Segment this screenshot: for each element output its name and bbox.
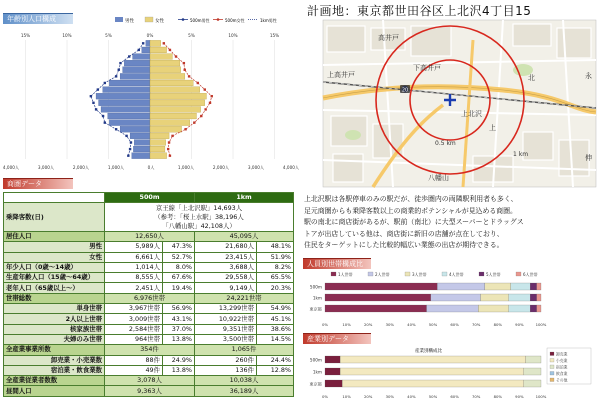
household-category-label: 1km bbox=[312, 295, 322, 301]
top-tick-label: 10% bbox=[62, 33, 72, 38]
pyramid-bar-male bbox=[134, 140, 150, 146]
value-500m: 2,584世帯 bbox=[105, 324, 163, 334]
map-label-kita: 北 bbox=[528, 74, 535, 82]
col-1km-header: 1km bbox=[195, 193, 294, 203]
value-1km: 13,299世帯 bbox=[195, 304, 257, 314]
pyramid-bar-female bbox=[150, 47, 167, 53]
row-label: 女性 bbox=[4, 252, 105, 262]
pyramid-bar-male bbox=[132, 153, 150, 159]
industry-axis-tick: 80% bbox=[493, 394, 503, 399]
household-bar-segment bbox=[537, 283, 541, 290]
household-legend-label: 4人世帯 bbox=[449, 272, 464, 277]
industry-axis-tick: 10% bbox=[342, 394, 351, 399]
household-bar-segment bbox=[537, 305, 541, 312]
legend-label-female: 女性 bbox=[155, 19, 164, 24]
household-category-label: 500m bbox=[309, 284, 322, 290]
household-chart bbox=[303, 269, 597, 331]
household-bar-segment bbox=[537, 294, 541, 301]
pyramid-bar-female bbox=[150, 73, 185, 79]
table-row bbox=[4, 334, 294, 344]
pyramid-bar-male bbox=[146, 40, 150, 46]
value-1km: 29,558人 bbox=[195, 273, 257, 283]
pyramid-bar-male bbox=[130, 133, 150, 139]
household-bar-segment bbox=[478, 305, 508, 312]
pct-1km: 20.3% bbox=[257, 283, 294, 293]
legend-swatch-female bbox=[145, 17, 153, 22]
industry-category-label: 東京都 bbox=[309, 381, 322, 387]
household-axis-tick: 20% bbox=[363, 322, 373, 327]
household-category-label: 東京都 bbox=[309, 306, 322, 312]
pyramid-bar-female bbox=[150, 146, 165, 152]
legend-label-male: 男性 bbox=[125, 19, 134, 24]
pyramid-bar-female bbox=[150, 93, 206, 99]
household-bar-segment bbox=[530, 283, 536, 290]
pct-500m: 13.8% bbox=[163, 334, 195, 344]
page-title: 計画地：東京都世田谷区上北沢4丁目15 bbox=[307, 4, 532, 18]
bottom-tick-label: 3,000人 bbox=[37, 165, 55, 170]
row-label: 世帯総数 bbox=[4, 293, 105, 303]
table-header-row bbox=[4, 193, 294, 203]
map-label-shimo-takaido: 下高井戸 bbox=[413, 64, 441, 72]
table-row bbox=[4, 283, 294, 293]
value-500m: 9,363人 bbox=[105, 386, 195, 396]
industry-category-label: 500m bbox=[309, 357, 322, 363]
industry-axis-tick: 50% bbox=[428, 394, 438, 399]
household-legend-swatch bbox=[331, 272, 336, 276]
table-row bbox=[4, 345, 294, 355]
industry-bar-segment bbox=[340, 356, 526, 363]
value-500m: 6,976世帯 bbox=[105, 293, 195, 303]
pct-500m: 56.9% bbox=[163, 304, 195, 314]
value-1km: 136件 bbox=[195, 365, 257, 375]
top-tick-label: 0% bbox=[146, 33, 154, 38]
value-500m: 12,650人 bbox=[105, 232, 195, 242]
pyramid-bar-female bbox=[150, 67, 181, 73]
site-description: 上北沢駅は各駅停車のみの駅だが、徒歩圏内の両隣駅利用者も多く、 足元商圏からも乗降客数以上の商業的ポテンシャルが見込める商圏。 駅の南北に商店街があるが、駅前（南北）に大型スーパーとドラッグス トアが出店している他は、商店街に新旧の店舗が点在しており、 住民をターゲットにした比較的幅広い業態の出店が期待できる。 bbox=[304, 195, 524, 249]
row-label: 男性 bbox=[4, 242, 105, 252]
household-legend-swatch bbox=[368, 272, 373, 276]
industry-axis-tick: 30% bbox=[385, 394, 395, 399]
value-1km: 3,500世帯 bbox=[195, 334, 257, 344]
pct-1km: 14.5% bbox=[257, 334, 294, 344]
pyramid-bar-male bbox=[133, 146, 150, 152]
household-bar-segment bbox=[530, 294, 536, 301]
ride-label: 乗降客数(日) bbox=[4, 203, 105, 232]
household-axis-tick: 0% bbox=[321, 322, 329, 327]
pyramid-bar-male bbox=[133, 54, 150, 60]
household-axis-tick: 100% bbox=[535, 322, 547, 327]
value-1km: 1,065件 bbox=[195, 345, 294, 355]
industry-bar-segment bbox=[340, 368, 524, 375]
household-bar-segment bbox=[485, 283, 511, 290]
top-tick-label: 5% bbox=[188, 33, 195, 38]
legend-swatch-male bbox=[115, 17, 123, 22]
bottom-tick-label: 4,000人 bbox=[2, 165, 20, 170]
pyramid-bar-male bbox=[109, 120, 150, 126]
table-row bbox=[4, 304, 294, 314]
pct-500m: 19.4% bbox=[163, 283, 195, 293]
col-500m-header: 500m bbox=[105, 193, 195, 203]
value-1km: 21,680人 bbox=[195, 242, 257, 252]
map-label-kami-takaido: 上高井戸 bbox=[327, 71, 355, 79]
value-1km: 45,095人 bbox=[195, 232, 294, 242]
pyramid-top-axis bbox=[21, 33, 279, 38]
pyramid-legend bbox=[115, 17, 277, 24]
map-label-kamikitazawa: 上北沢 bbox=[461, 110, 482, 118]
household-bar-segment bbox=[509, 305, 531, 312]
household-axis-tick: 40% bbox=[407, 322, 416, 327]
value-1km: 9,149人 bbox=[195, 283, 257, 293]
map-label-hachimanyama: 八幡山 bbox=[428, 174, 449, 182]
bottom-tick-label: 1,000人 bbox=[107, 165, 125, 170]
population-pyramid-chart bbox=[2, 13, 300, 175]
pyramid-bar-female bbox=[150, 54, 172, 60]
value-1km: 3,688人 bbox=[195, 262, 257, 272]
pyramid-bottom-axis bbox=[3, 164, 300, 171]
map-label-takaido: 高井戸 bbox=[378, 34, 399, 42]
industry-axis-tick: 60% bbox=[450, 394, 459, 399]
pct-1km: 65.5% bbox=[257, 273, 294, 283]
bottom-tick-label: 1,000人 bbox=[177, 165, 195, 170]
pyramid-bar-male bbox=[99, 100, 150, 106]
household-legend-swatch bbox=[442, 272, 447, 276]
map-label-shin: 伸 bbox=[585, 154, 592, 162]
map-label-05km: 0.5 km bbox=[435, 140, 456, 147]
row-label: 年少人口（0歳～14歳） bbox=[4, 262, 105, 272]
industry-legend-swatch bbox=[550, 365, 554, 369]
industry-bar-segment bbox=[526, 356, 541, 363]
pyramid-bar-female bbox=[150, 40, 161, 46]
pct-500m: 43.1% bbox=[163, 314, 195, 324]
pyramid-bar-female bbox=[150, 133, 169, 139]
table-row bbox=[4, 376, 294, 386]
pct-500m: 37.0% bbox=[163, 324, 195, 334]
row-label: 夫婦のみ世帯 bbox=[4, 334, 105, 344]
value-500m: 5,989人 bbox=[105, 242, 163, 252]
row-label: 全産業事業所数 bbox=[4, 345, 105, 355]
row-label: 2人以上世帯 bbox=[4, 314, 105, 324]
pyramid-bar-male bbox=[103, 87, 150, 93]
row-label: 単身世帯 bbox=[4, 304, 105, 314]
pct-1km: 45.1% bbox=[257, 314, 294, 324]
household-legend-label: 1人世帯 bbox=[338, 272, 353, 277]
row-label: 卸売業・小売業数 bbox=[4, 355, 105, 365]
pyramid-bar-female bbox=[150, 80, 193, 86]
top-tick-label: 10% bbox=[228, 33, 238, 38]
top-tick-label: 5% bbox=[105, 33, 112, 38]
pct-500m: 13.8% bbox=[163, 365, 195, 375]
value-500m: 3,078人 bbox=[105, 376, 195, 386]
household-legend-label: 3人世帯 bbox=[412, 272, 427, 277]
household-legend-swatch bbox=[405, 272, 410, 276]
age-pyramid-header: 年齢別人口構成 bbox=[3, 13, 73, 24]
site-map bbox=[323, 20, 596, 187]
household-bar-segment bbox=[511, 283, 530, 290]
industry-chart-title: 産業別構成比 bbox=[415, 349, 442, 354]
industry-bar-segment bbox=[342, 380, 523, 387]
household-bar-segment bbox=[530, 305, 536, 312]
industry-axis-tick: 70% bbox=[471, 394, 481, 399]
pyramid-bar-female bbox=[150, 60, 180, 66]
map-label-kami: 上 bbox=[489, 124, 496, 132]
household-legend-label: 5人世帯 bbox=[486, 272, 501, 277]
pct-500m: 67.6% bbox=[163, 273, 195, 283]
pyramid-bar-male bbox=[120, 126, 150, 132]
household-bar-segment bbox=[481, 294, 509, 301]
pct-1km: 48.1% bbox=[257, 242, 294, 252]
value-1km: 24,221世帯 bbox=[195, 293, 294, 303]
industry-legend-swatch bbox=[550, 372, 554, 376]
pyramid-bar-male bbox=[108, 113, 150, 119]
industry-bar-segment bbox=[325, 380, 342, 387]
industry-axis-tick: 0% bbox=[321, 394, 329, 399]
table-row bbox=[4, 252, 294, 262]
map-label-1km: 1 km bbox=[513, 151, 529, 158]
industry-axis-tick: 20% bbox=[363, 394, 373, 399]
table-row bbox=[4, 262, 294, 272]
pyramid-bar-male bbox=[96, 93, 150, 99]
value-500m: 3,009世帯 bbox=[105, 314, 163, 324]
pct-500m: 52.7% bbox=[163, 252, 195, 262]
pct-1km: 38.6% bbox=[257, 324, 294, 334]
table-row bbox=[4, 293, 294, 303]
household-bar-segment bbox=[427, 305, 479, 312]
household-legend-swatch bbox=[479, 272, 484, 276]
table-row bbox=[4, 273, 294, 283]
bottom-tick-label: 4,000人 bbox=[282, 165, 300, 170]
value-500m: 1,014人 bbox=[105, 262, 163, 272]
table-row bbox=[4, 365, 294, 375]
household-legend-label: 6人世帯 bbox=[523, 272, 538, 277]
pyramid-point-female bbox=[171, 135, 173, 137]
pyramid-bar-female bbox=[150, 153, 167, 159]
pyramid-bar-female bbox=[150, 126, 182, 132]
legend-label-1km-male: 1km男性 bbox=[260, 18, 277, 23]
pct-1km: 51.9% bbox=[257, 252, 294, 262]
bottom-tick-label: 3,000人 bbox=[247, 165, 265, 170]
legend-label-500m-female: 500m女性 bbox=[225, 18, 245, 23]
value-500m: 6,661人 bbox=[105, 252, 163, 262]
pct-1km: 24.4% bbox=[257, 355, 294, 365]
ride-row bbox=[4, 203, 294, 232]
household-axis-tick: 80% bbox=[493, 322, 503, 327]
bottom-tick-label: 2,000人 bbox=[212, 165, 230, 170]
trade-area-header: 商圏データ bbox=[3, 178, 73, 189]
industry-chart bbox=[303, 344, 597, 402]
value-500m: 8,555人 bbox=[105, 273, 163, 283]
pct-500m: 24.9% bbox=[163, 355, 195, 365]
table-row bbox=[4, 232, 294, 242]
pyramid-bar-male bbox=[142, 47, 150, 53]
value-1km: 9,351世帯 bbox=[195, 324, 257, 334]
household-bar-segment bbox=[437, 283, 485, 290]
industry-axis-tick: 40% bbox=[407, 394, 416, 399]
trade-area-table bbox=[3, 192, 294, 397]
row-label: 宿泊業・飲食業数 bbox=[4, 365, 105, 375]
industry-legend-label: 卸売業 bbox=[556, 351, 568, 357]
household-legend-label: 2人世帯 bbox=[375, 272, 390, 277]
pyramid-bar-male bbox=[124, 60, 150, 66]
legend-label-500m-male: 500m男性 bbox=[190, 18, 210, 23]
row-label: 昼間人口 bbox=[4, 386, 105, 396]
ride-value: 京王線「上北沢駅」14,693人 （参考：「桜上水駅」38,196人 「八幡山駅」42,108人） bbox=[105, 203, 294, 232]
pyramid-bar-female bbox=[150, 140, 166, 146]
industry-legend-swatch bbox=[550, 378, 554, 382]
industry-axis-tick: 90% bbox=[515, 394, 524, 399]
industry-bar-segment bbox=[325, 356, 340, 363]
table-row bbox=[4, 242, 294, 252]
household-axis-tick: 10% bbox=[342, 322, 351, 327]
map-label-ei: 永 bbox=[585, 72, 592, 80]
route-badge: 20 bbox=[401, 87, 409, 94]
household-legend-swatch bbox=[516, 272, 521, 276]
pyramid-bar-male bbox=[101, 107, 150, 113]
value-1km: 23,415人 bbox=[195, 252, 257, 262]
industry-legend-label: 飲食業 bbox=[556, 370, 568, 376]
industry-legend-label: その他 bbox=[556, 377, 568, 383]
row-label: 老年人口（65歳以上～） bbox=[4, 283, 105, 293]
pyramid-bar-female bbox=[150, 87, 200, 93]
industry-data-header: 産業別データ bbox=[303, 333, 371, 344]
pyramid-bar-female bbox=[150, 100, 205, 106]
table-row bbox=[4, 314, 294, 324]
household-bar-segment bbox=[325, 294, 431, 301]
value-500m: 88件 bbox=[105, 355, 163, 365]
pct-1km: 54.9% bbox=[257, 304, 294, 314]
industry-legend-swatch bbox=[550, 359, 554, 363]
industry-bar-segment bbox=[524, 368, 541, 375]
pyramid-bar-male bbox=[109, 80, 150, 86]
industry-bar-segment bbox=[524, 380, 541, 387]
pyramid-bar-female bbox=[150, 107, 201, 113]
pct-500m: 47.3% bbox=[163, 242, 195, 252]
resident-composition-header: 人員別世帯構成比 bbox=[303, 258, 371, 269]
household-bar-segment bbox=[431, 294, 481, 301]
household-bar-segment bbox=[325, 283, 437, 290]
pyramid-bar-male bbox=[120, 73, 150, 79]
row-label: 生産年齢人口（15歳～64歳） bbox=[4, 273, 105, 283]
pct-1km: 8.2% bbox=[257, 262, 294, 272]
bottom-tick-label: 0人 bbox=[147, 165, 155, 170]
household-bar-segment bbox=[325, 305, 427, 312]
value-500m: 2,451人 bbox=[105, 283, 163, 293]
industry-legend-swatch bbox=[550, 352, 554, 356]
industry-legend-label: 宿泊業 bbox=[556, 364, 568, 370]
table-row bbox=[4, 355, 294, 365]
industry-legend-label: 小売業 bbox=[556, 357, 568, 363]
household-axis-tick: 60% bbox=[450, 322, 459, 327]
industry-bar-segment bbox=[325, 368, 340, 375]
value-500m: 49件 bbox=[105, 365, 163, 375]
value-1km: 10,922世帯 bbox=[195, 314, 257, 324]
household-axis-tick: 50% bbox=[428, 322, 438, 327]
table-row bbox=[4, 324, 294, 334]
top-tick-label: 15% bbox=[269, 33, 280, 38]
value-1km: 10,038人 bbox=[195, 376, 294, 386]
value-500m: 354件 bbox=[105, 345, 195, 355]
value-1km: 36,189人 bbox=[195, 386, 294, 396]
pyramid-bar-female bbox=[150, 113, 196, 119]
household-axis-tick: 30% bbox=[385, 322, 395, 327]
pct-500m: 8.0% bbox=[163, 262, 195, 272]
household-bar-segment bbox=[509, 294, 531, 301]
value-500m: 3,967世帯 bbox=[105, 304, 163, 314]
industry-axis-tick: 100% bbox=[535, 394, 547, 399]
value-500m: 964世帯 bbox=[105, 334, 163, 344]
household-axis-tick: 70% bbox=[471, 322, 481, 327]
table-row bbox=[4, 386, 294, 396]
row-label: 全産業従業者数数 bbox=[4, 376, 105, 386]
bottom-tick-label: 2,000人 bbox=[72, 165, 90, 170]
pct-1km: 12.8% bbox=[257, 365, 294, 375]
pyramid-bar-female bbox=[150, 120, 190, 126]
top-tick-label: 15% bbox=[20, 33, 31, 38]
row-label: 核家族世帯 bbox=[4, 324, 105, 334]
pyramid-bar-male bbox=[123, 67, 150, 73]
value-1km: 260件 bbox=[195, 355, 257, 365]
row-label: 居住人口 bbox=[4, 232, 105, 242]
industry-category-label: 1km bbox=[312, 369, 322, 375]
household-axis-tick: 90% bbox=[515, 322, 524, 327]
